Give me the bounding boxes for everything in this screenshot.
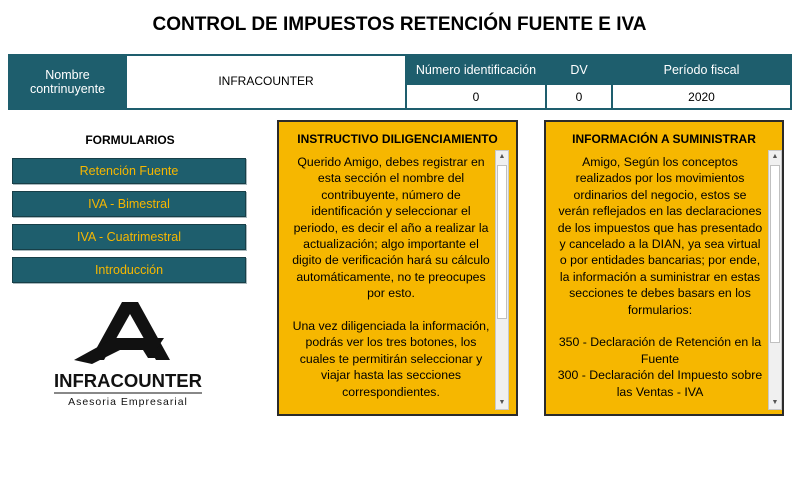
id-label: Número identificación: [407, 56, 545, 83]
retencion-fuente-button[interactable]: Retención Fuente: [12, 158, 246, 184]
forms-title: FORMULARIOS: [85, 133, 175, 147]
iva-cuatrimestral-button[interactable]: IVA - Cuatrimestral: [12, 224, 246, 250]
dv-field[interactable]: 0: [547, 85, 611, 108]
scroll-up-icon[interactable]: ▲: [498, 153, 506, 160]
company-logo: [52, 300, 204, 410]
info-panel: [544, 120, 784, 416]
dv-label: DV: [547, 56, 611, 83]
scroll-down-icon[interactable]: ▼: [498, 399, 506, 406]
info-scrollbar[interactable]: [768, 150, 782, 410]
introduccion-button[interactable]: Introducción: [12, 257, 246, 283]
page-title: CONTROL DE IMPUESTOS RETENCIÓN FUENTE E IVA: [152, 14, 647, 35]
instructions-panel: [277, 120, 518, 416]
instructions-text: Querido Amigo, debes registrar en esta sección el nombre del contribuyente, número de identificación y seleccionar el periodo, es decir el año a realizar la actualización; algo importante el digito de verificación hará su cálculo automáticamente, no te preocupes por esto. Una vez diligenciada la información, podrás ver los tres botones, los cuales te permitirán seleccionar y viajar hasta las secciones correspondientes.: [292, 155, 490, 399]
letter-a-logo-icon: [52, 300, 204, 410]
period-label: Período fiscal: [613, 56, 790, 83]
scroll-thumb[interactable]: [497, 165, 507, 319]
instructions-title: INSTRUCTIVO DILIGENCIAMIENTO: [297, 132, 498, 146]
taxpayer-name-field[interactable]: INFRACOUNTER: [127, 56, 405, 108]
iva-bimestral-button[interactable]: IVA - Bimestral: [12, 191, 246, 217]
logo-tagline: Asesoria Empresarial: [68, 396, 188, 408]
scroll-thumb[interactable]: [770, 165, 780, 343]
period-field[interactable]: 2020: [613, 85, 790, 108]
id-number-field[interactable]: 0: [407, 85, 545, 108]
scroll-down-icon[interactable]: ▼: [771, 399, 779, 406]
info-title: INFORMACIÓN A SUMINISTRAR: [572, 132, 756, 146]
scroll-up-icon[interactable]: ▲: [771, 153, 779, 160]
taxpayer-label: Nombre contrinuyente: [10, 56, 125, 108]
logo-name: INFRACOUNTER: [54, 370, 202, 391]
instructions-scrollbar[interactable]: [495, 150, 509, 410]
info-text: Amigo, Según los conceptos realizados por los movimientos ordinarios del negocio, estos se verán reflejados en las declaraciones de los impuestos que has presentado y cancelado a la DIAN, ya sea virtual o por entidades bancarias; por ende, la información a suministrar en estas secciones te debes basars en los formularios: 350 - Declaración de Retención en la Fuente 300 - Declaración del Impuesto sobre las Ventas - IVA: [557, 155, 763, 399]
